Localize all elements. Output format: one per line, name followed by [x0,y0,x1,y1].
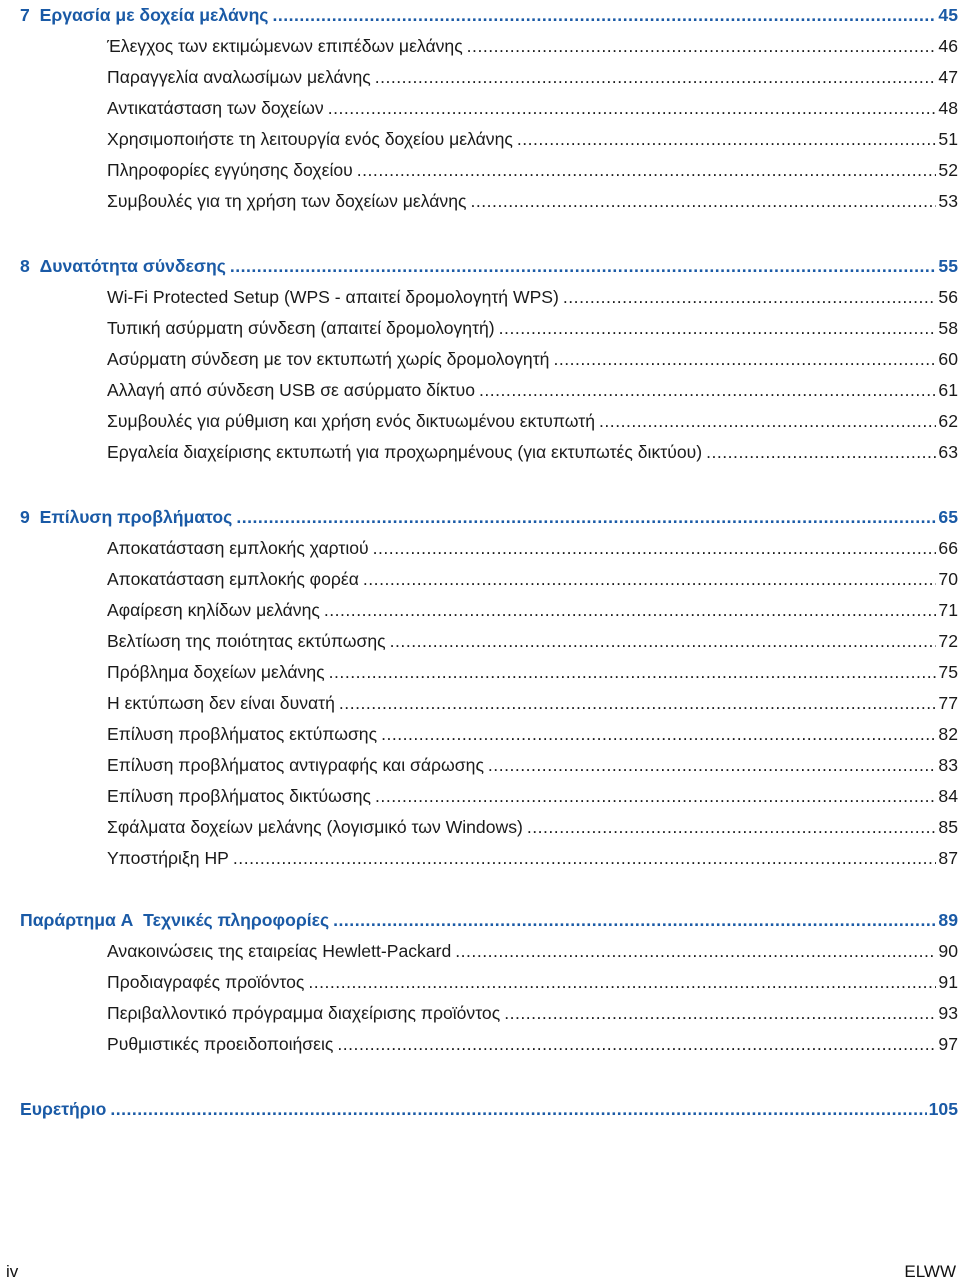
dot-leader [504,1002,936,1024]
page-number: 84 [938,786,958,806]
dot-leader [527,816,937,838]
entry-title: Χρησιμοποιήστε τη λειτουργία ενός δοχείου μελάνης [107,129,513,149]
dot-leader [488,754,937,776]
dot-leader [499,317,937,339]
entry-title: Περιβαλλοντικό πρόγραμμα διαχείρισης προϊόντος [107,1003,501,1023]
page-number: 72 [938,631,958,651]
footer-page-label: iv [6,1262,19,1281]
entry-title: Αφαίρεση κηλίδων μελάνης [107,600,320,620]
dot-leader [467,35,937,57]
toc-entry[interactable] [107,1033,958,1055]
dot-leader [479,379,936,401]
toc-entry[interactable] [107,66,958,88]
chapter-title: Ευρετήριο [20,1099,107,1119]
page-number: 48 [938,98,958,118]
toc-entry[interactable] [107,537,958,559]
entry-title: Η εκτύπωση δεν είναι δυνατή [107,693,335,713]
entry-title: Ρυθμιστικές προειδοποιήσεις [107,1034,334,1054]
entry-title: Τυπική ασύρματη σύνδεση (απαιτεί δρομολογητή) [107,318,495,338]
dot-leader [455,940,936,962]
page-number: 66 [938,538,958,558]
toc-chapter-heading[interactable] [20,4,958,26]
toc-entry[interactable] [107,816,958,838]
page-number: 70 [938,569,958,589]
page-number: 56 [938,287,958,307]
dot-leader [324,599,937,621]
toc-chapter-heading[interactable] [20,255,958,277]
dot-leader [599,410,936,432]
dot-leader [553,348,936,370]
page-number: 53 [938,191,958,211]
page-number: 75 [938,662,958,682]
entry-title: Προδιαγραφές προϊόντος [107,972,305,992]
entry-title: Ασύρματη σύνδεση με τον εκτυπωτή χωρίς δρομολογητή [107,349,550,369]
dot-leader [471,190,937,212]
page-number: 55 [938,256,958,276]
entry-title: Αντικατάσταση των δοχείων [107,98,324,118]
toc-entry[interactable] [107,785,958,807]
entry-title: Βελτίωση της ποιότητας εκτύπωσης [107,631,386,651]
toc-entry[interactable] [107,568,958,590]
dot-leader [563,286,937,308]
dot-leader [328,97,937,119]
toc-chapter-heading[interactable] [20,1098,958,1120]
entry-title: Σφάλματα δοχείων μελάνης (λογισμικό των Windows) [107,817,523,837]
page-number: 85 [938,817,958,837]
page-number: 47 [938,67,958,87]
chapter-title: Τεχνικές πληροφορίες [143,910,330,930]
dot-leader [375,785,936,807]
page-number: 52 [938,160,958,180]
dot-leader [337,1033,936,1055]
dot-leader [390,630,937,652]
toc-entry[interactable] [107,661,958,683]
entry-title: Συμβουλές για τη χρήση των δοχείων μελάνης [107,191,467,211]
dot-leader [329,661,937,683]
page-number: 58 [938,318,958,338]
dot-leader [230,255,937,277]
toc-entry[interactable] [107,348,958,370]
toc-entry[interactable] [107,599,958,621]
toc-entry[interactable] [107,940,958,962]
entry-title: Ανακοινώσεις της εταιρείας Hewlett-Packard [107,941,452,961]
dot-leader [517,128,937,150]
page-number: 45 [938,5,958,25]
page-number: 77 [938,693,958,713]
toc-entry[interactable] [107,410,958,432]
entry-title: Συμβουλές για ρύθμιση και χρήση ενός δικτυωμένου εκτυπωτή [107,411,596,431]
dot-leader [363,568,937,590]
page-number: 65 [938,507,958,527]
toc-chapter-heading[interactable] [20,506,958,528]
page-number: 51 [938,129,958,149]
dot-leader [373,537,937,559]
toc-entry[interactable] [107,286,958,308]
chapter-number: 9 [20,507,30,527]
page-number: 91 [938,972,958,992]
footer-doc-code: ELWW [904,1262,956,1281]
page-number: 62 [938,411,958,431]
page-number: 93 [938,1003,958,1023]
chapter-title: Επίλυση προβλήματος [39,507,233,527]
toc-entry[interactable] [107,441,958,463]
dot-leader [339,692,937,714]
toc-entry[interactable] [107,692,958,714]
chapter-number: 7 [20,5,30,25]
toc-entry[interactable] [107,1002,958,1024]
toc-entry[interactable] [107,190,958,212]
entry-title: Αλλαγή από σύνδεση USB σε ασύρματο δίκτυο [107,380,475,400]
entry-title: Πρόβλημα δοχείων μελάνης [107,662,325,682]
toc-entry[interactable] [107,723,958,745]
page-number: 71 [938,600,958,620]
page-number: 105 [928,1099,958,1119]
entry-title: Επίλυση προβλήματος δικτύωσης [107,786,372,806]
toc-entry[interactable] [107,317,958,339]
page-number: 97 [938,1034,958,1054]
page-number: 60 [938,349,958,369]
page-number: 83 [938,755,958,775]
toc-entry[interactable] [107,97,958,119]
entry-title: Υποστήριξη HP [107,848,229,868]
page-number: 82 [938,724,958,744]
toc-entry[interactable] [107,847,958,869]
page-number: 63 [938,442,958,462]
chapter-title: Δυνατότητα σύνδεσης [39,256,226,276]
dot-leader [233,847,937,869]
page-number: 87 [938,848,958,868]
entry-title: Έλεγχος των εκτιμώμενων επιπέδων μελάνης [107,36,463,56]
page-number: 90 [938,941,958,961]
page-number: 89 [938,910,958,930]
dot-leader [706,441,936,463]
toc-entry[interactable] [107,630,958,652]
dot-leader [375,66,937,88]
toc-chapter-heading[interactable] [20,909,958,931]
chapter-title: Εργασία με δοχεία μελάνης [39,5,269,25]
toc-entry[interactable] [107,754,958,776]
dot-leader [381,723,936,745]
entry-title: Wi-Fi Protected Setup (WPS - απαιτεί δρομολογητή WPS) [107,287,559,307]
dot-leader [236,506,936,528]
dot-leader [333,909,936,931]
dot-leader [110,1098,926,1120]
entry-title: Αποκατάσταση εμπλοκής φορέα [107,569,359,589]
entry-title: Επίλυση προβλήματος εκτύπωσης [107,724,378,744]
toc-entry[interactable] [107,35,958,57]
entry-title: Αποκατάσταση εμπλοκής χαρτιού [107,538,369,558]
page-number: 61 [938,380,958,400]
entry-title: Πληροφορίες εγγύησης δοχείου [107,160,353,180]
page-number: 46 [938,36,958,56]
toc-entry[interactable] [107,379,958,401]
entry-title: Εργαλεία διαχείρισης εκτυπωτή για προχωρημένους (για εκτυπωτές δικτύου) [107,442,703,462]
dot-leader [308,971,936,993]
toc-entry[interactable] [107,971,958,993]
toc-entry[interactable] [107,128,958,150]
toc-entry[interactable] [107,159,958,181]
dot-leader [272,4,936,26]
dot-leader [357,159,937,181]
entry-title: Παραγγελία αναλωσίμων μελάνης [107,67,371,87]
chapter-number: Παράρτημα A [20,910,134,930]
chapter-number: 8 [20,256,30,276]
entry-title: Επίλυση προβλήματος αντιγραφής και σάρωσης [107,755,484,775]
